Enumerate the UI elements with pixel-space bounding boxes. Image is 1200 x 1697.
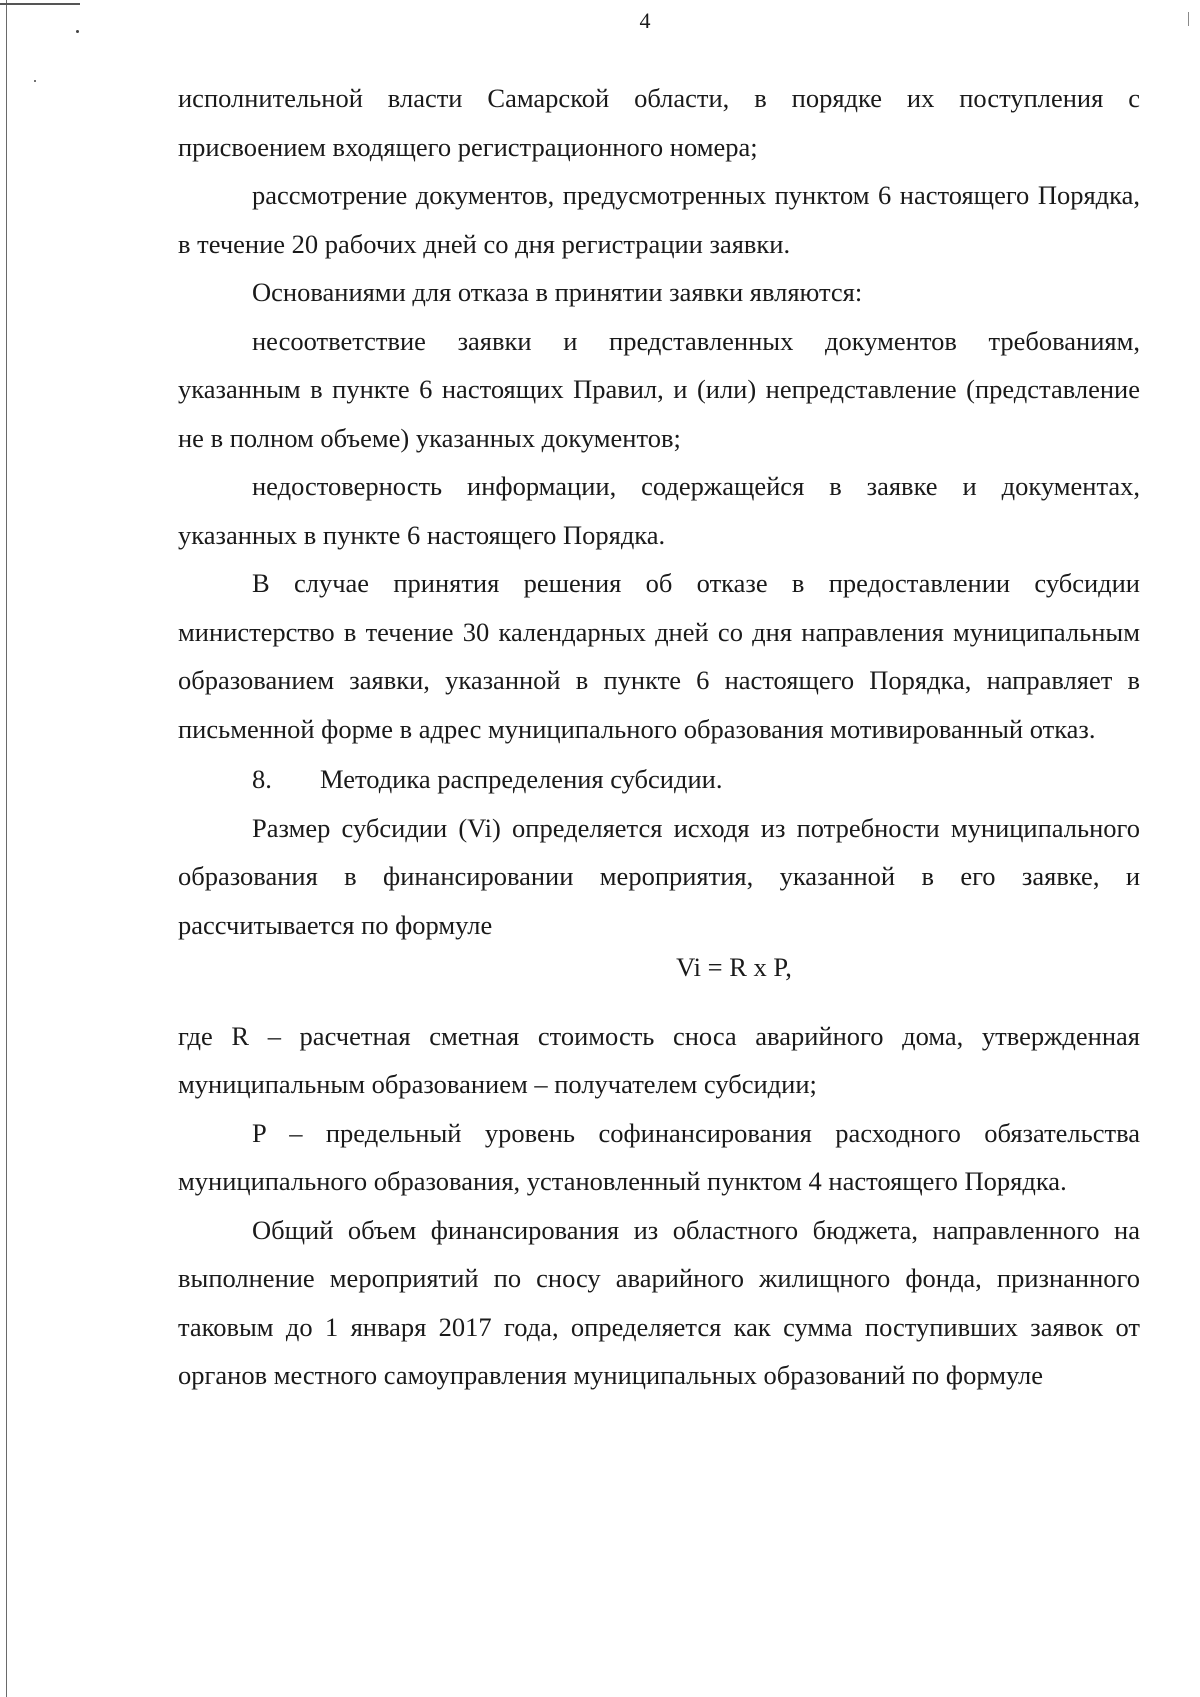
document-body (178, 74, 1140, 1400)
paragraph: исполнительной власти Самарской области, в порядке их поступления с присвоением входящего регистрационного номера; (178, 83, 1140, 162)
definition: где R – расчетная сметная стоимость сноса аварийного дома, утвержденная муниципальным образованием – получателем субсидии; (178, 1020, 1140, 1099)
page-number: 4 (639, 8, 651, 33)
scan-edge-left (6, 0, 7, 1697)
definition: P – предельный уровень софинансирования расходного обязательства муниципального образования, установленный пунктом 4 настоящего Порядка. (178, 1117, 1140, 1196)
section-heading (178, 755, 1140, 804)
paragraph: В случае принятия решения об отказе в предоставлении субсидии министерство в течение 30 календарных дней со дня направления муниципальным образованием заявки, указанной в пункте 6 настоящего Порядка, направляет в письменной форме в адрес муниципального образования мотивированный отказ. (178, 568, 1140, 744)
paragraph: несоответствие заявки и представленных документов требованиям, указанным в пункте 6 настоящих Правил, и (или) непредставление (представление не в полном объеме) указанных документов; (178, 325, 1140, 453)
section-number: 8. (252, 764, 272, 794)
paragraph: Размер субсидии (Vi) определяется исходя из потребности муниципального образования в финансировании мероприятия, указанной в его заявке, и рассчитывается по формуле (178, 812, 1140, 940)
paragraph: недостоверность информации, содержащейся в заявке и документах, указанных в пункте 6 настоящего Порядка. (178, 471, 1140, 550)
paragraph: Основаниями для отказа в принятии заявки являются: (252, 277, 863, 307)
scan-speck (34, 80, 36, 82)
scan-edge-top (0, 3, 80, 5)
paragraph: рассмотрение документов, предусмотренных пунктом 6 настоящего Порядка, в течение 20 рабочих дней со дня регистрации заявки. (178, 180, 1140, 259)
paragraph: Общий объем финансирования из областного бюджета, направленного на выполнение мероприятий по сносу аварийного жилищного фонда, признанного таковым до 1 января 2017 года, определяется как сумма поступивших заявок от органов местного самоуправления муниципальных образований по формуле (178, 1214, 1140, 1390)
section-title: Методика распределения субсидии. (320, 764, 723, 794)
formula: Vi = R x P, (676, 952, 792, 982)
